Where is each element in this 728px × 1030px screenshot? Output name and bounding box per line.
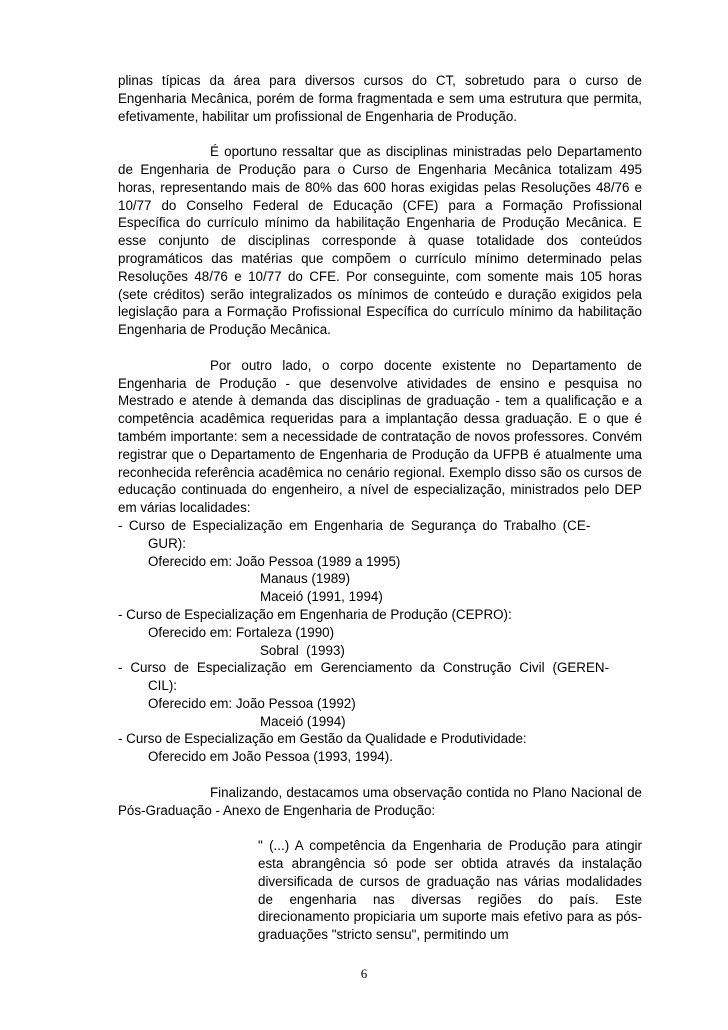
offered-place: Manaus (1989) [260,571,351,587]
offered-label: Oferecido em: [148,695,236,711]
course-offered [148,553,642,571]
offered-place: João Pessoa (1993, 1994). [232,749,393,765]
block-quote: " (...) A competência da Engenharia de Produção para atingir esta abrangência só pode ser obtida através da instalação diversificada de cursos de graduação nas várias modalidades de engenharia nas diversas regiões do país. Este direcionamento propiciaria um suporte mais efetivo para as pós-graduações "stricto sensu", permitindo um [258,838,642,943]
paragraph-3: Por outro lado, o corpo docente existente no Departamento de Engenharia de Produção - que desenvolve atividades de ensino e pesquisa no Mestrado e atende à demanda das disciplinas de graduação - tem a qualificação e a competência acadêmica requeridas para a implantação dessa graduação. E o que é também importante: sem a necessidade de contratação de novos professores. Convém registrar que o Departamento de Engenharia de Produção da UFPB é atualmente uma reconhecida referência acadêmica no cenário regional. Exemplo disso são os cursos de educação continuada do engenheiro, a nível de especialização, ministrados pelo DEP em várias localidades: [118,357,642,516]
course-item [118,517,642,606]
offered-place: Sobral (1993) [260,642,345,658]
offered-place: Fortaleza (1990) [235,624,335,640]
course-title: - Curso de Especialização em Gestão da Qualidade e Produtividade: [118,731,527,747]
paragraph-1: plinas típicas da área para diversos cursos do CT, sobretudo para o curso de Engenharia Mecânica, porém de forma fragmentada e sem uma estrutura que permita, efetivamente, habilitar um profissional de Engenharia de Produção. [118,73,642,124]
course-title-continuation: GUR): [148,535,186,551]
course-item [118,730,642,766]
offered-place: Maceió (1994) [260,713,346,729]
course-item [118,659,642,730]
page-number: 6 [360,966,368,981]
spacer [118,766,642,784]
offered-place: Maceió (1991, 1994) [260,589,383,605]
course-title: - Curso de Especialização em Gerenciamento da Construção Civil (GEREN- [118,660,610,676]
paragraph-4: Finalizando, destacamos uma observação contida no Plano Nacional de Pós-Graduação - Anexo de Engenharia de Produção: [118,784,642,818]
offered-label: Oferecido em [148,749,233,765]
spacer [118,125,642,143]
document-page [118,72,642,944]
course-offered [148,748,642,766]
offered-label: Oferecido em: [148,624,236,640]
course-item [118,606,642,659]
paragraph-2: É oportuno ressaltar que as disciplinas ministradas pelo Departamento de Engenharia de Produção para o Curso de Engenharia Mecânica totalizam 495 horas, representando mais de 80% das 600 horas exigidas pelas Resoluções 48/76 e 10/77 do Conselho Federal de Educação (CFE) para a Formação Profissional Específica do currículo mínimo da habilitação Engenharia de Produção Mecânica. E esse conjunto de disciplinas corresponde à quase totalidade dos conteúdos programáticos das matérias que compõem o currículo mínimo determinado pelas Resoluções 48/76 e 10/77 do CFE. Por conseguinte, com somente mais 105 horas (sete créditos) serão integralizados os mínimos de conteúdo e duração exigidos pela legislação para a Formação Profissional Específica do currículo mínimo da habilitação Engenharia de Produção Mecânica. [118,144,642,338]
spacer [118,339,642,357]
course-title: - Curso de Especialização em Engenharia de Segurança do Trabalho (CE- [118,517,591,533]
course-offered [148,624,642,642]
course-offered [148,695,642,713]
course-title-continuation: CIL): [148,678,178,694]
offered-label: Oferecido em: [148,553,236,569]
spacer [118,819,642,837]
offered-place: João Pessoa (1989 a 1995) [235,553,401,569]
offered-place: João Pessoa (1992) [235,695,356,711]
course-title: - Curso de Especialização em Engenharia de Produção (CEPRO): [118,606,512,622]
